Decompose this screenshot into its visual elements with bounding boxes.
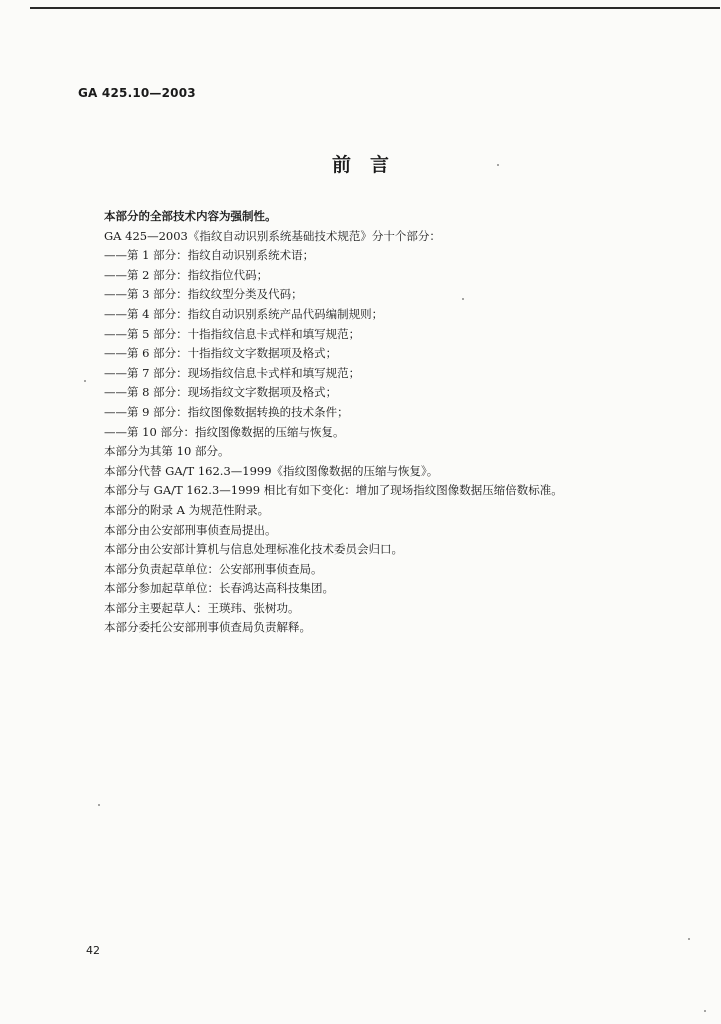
preface-line: ——第 2 部分：指纹指位代码； [104,267,269,282]
preface-line: 本部分负责起草单位：公安部刑事侦查局。 [104,561,323,576]
preface-line: ——第 6 部分：十指指纹文字数据项及格式； [104,346,338,361]
preface-line: ——第 7 部分：现场指纹信息卡式样和填写规范； [104,365,361,380]
preface-line: 本部分为其第 10 部分。 [104,444,230,459]
preface-line: 本部分委托公安部刑事侦查局负责解释。 [104,620,311,635]
scan-speck [688,938,690,940]
page-title: 前 言 [331,154,389,176]
scan-speck [84,380,86,382]
scan-speck [497,164,499,166]
preface-line: 本部分代替 GA/T 162.3—1999《指纹图像数据的压缩与恢复》。 [104,463,439,478]
scan-speck [98,804,100,806]
document-code: GA 425.10—2003 [78,86,196,100]
preface-body [104,207,704,638]
preface-line: 本部分由公安部刑事侦查局提出。 [104,522,277,537]
preface-line: 本部分主要起草人：王瑛玮、张树功。 [104,600,300,615]
preface-line: GA 425—2003《指纹自动识别系统基础技术规范》分十个部分： [104,228,441,243]
preface-line: ——第 8 部分：现场指纹文字数据项及格式； [104,385,338,400]
preface-line: ——第 9 部分：指纹图像数据转换的技术条件； [104,404,349,419]
preface-line: 本部分的附录 A 为规范性附录。 [104,502,270,517]
preface-line: ——第 5 部分：十指指纹信息卡式样和填写规范； [104,326,361,341]
preface-line: ——第 1 部分：指纹自动识别系统术语； [104,248,315,263]
preface-line: ——第 10 部分：指纹图像数据的压缩与恢复。 [104,424,345,439]
scan-speck [462,298,464,300]
preface-line: ——第 3 部分：指纹纹型分类及代码； [104,287,303,302]
page-number: 42 [86,944,100,957]
preface-line: 本部分由公安部计算机与信息处理标准化技术委员会归口。 [104,542,403,557]
preface-line: ——第 4 部分：指纹自动识别系统产品代码编制规则； [104,306,384,321]
preface-line: 本部分与 GA/T 162.3—1999 相比有如下变化：增加了现场指纹图像数据压缩倍数标准。 [104,483,563,498]
preface-line: 本部分参加起草单位：长春鸿达高科技集团。 [104,581,334,596]
preface-line: 本部分的全部技术内容为强制性。 [104,209,277,223]
top-rule [30,7,720,9]
scan-speck [704,1010,706,1012]
